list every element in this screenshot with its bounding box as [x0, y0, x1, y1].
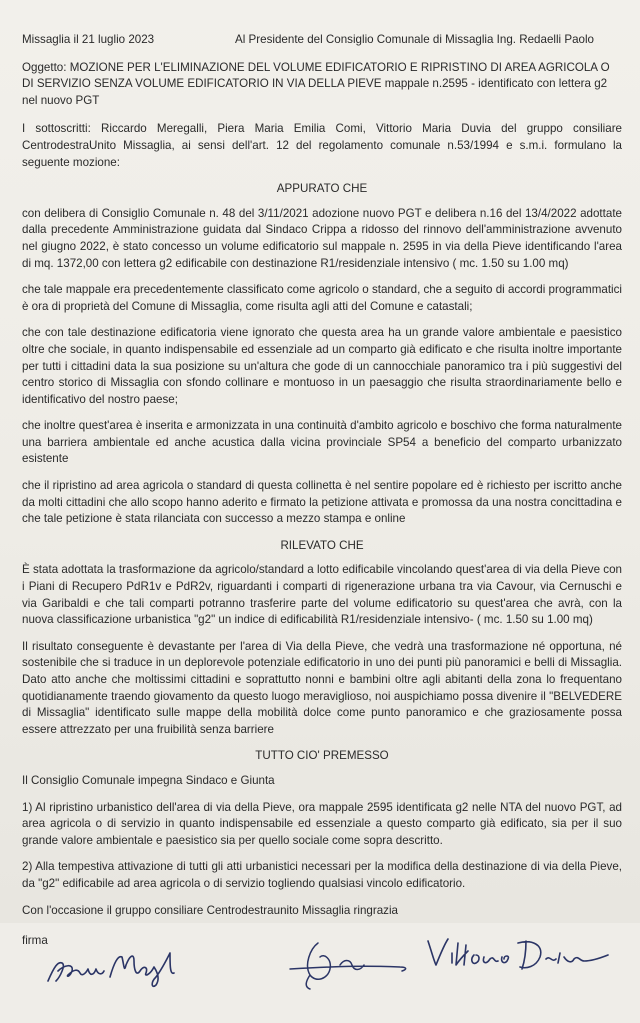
requests-list	[22, 800, 622, 893]
subject-line: Oggetto: MOZIONE PER L'ELIMINAZIONE DEL VOLUME EDIFICATORIO E RIPRISTINO DI AREA AGRICOLA O DI SERVIZIO SENZA VOLUME EDIFICATORIO IN VIA DELLA PIEVE mappale n.2595 - identificato con lettera g2 nel nuovo PGT	[22, 60, 610, 107]
section-title-premesso: TUTTO CIO' PREMESSO	[255, 749, 389, 763]
intro-paragraph: I sottoscritti: Riccardo Meregalli, Piera Maria Emilia Comi, Vittorio Maria Duvia del gruppo consiliare CentrodestraUnito Missaglia, ai sensi dell'art. 12 del regolamento comunale n.53/1994 e s.m.i. formulano la seguente mozione:	[22, 122, 622, 169]
signature-duvia	[422, 933, 612, 983]
apurato-paragraph-2: che tale mappale era precedentemente classificato come agricolo o standard, che a seguito di accordi programmatici è ora di proprietà del Comune di Missaglia, come risulta agli atti del Comune e catastali;	[22, 283, 622, 313]
closing-line: Con l'occasione il gruppo consiliare Centrodestraunito Missaglia ringrazia	[22, 903, 398, 917]
signature-area	[22, 933, 622, 1023]
rilevato-paragraph-1: È stata adottata la trasformazione da agricolo/standard a lotto edificabile vincolando quest'area di via della Pieve con i Piani di Recupero PdR1v e PdR2v, riguardanti i comparti di rigenerazione urbana tra via Cavour, via Cernuschi e via Garibaldi e che tali comparti potranno trasferire parte del volume edificatorio su quest'area che avrà, con la nuova classificazione urbanistica "g2" un indice di edificabilità R1/residenziale intensivo- ( mc. 1.50 su 1.00 mq)	[22, 563, 622, 627]
recipient: Al Presidente del Consiglio Comunale di Missaglia Ing. Redaelli Paolo	[235, 33, 594, 46]
rilevato-paragraph-2: Il risultato conseguente è devastante per l'area di Via della Pieve, che vedrà una trasformazione né opportuna, né sostenibile che si traduce in un deplorevole potenziale edificatorio in uno dei punti più panoramici e belli di Missaglia. Dato atto anche che moltissimi cittadini e soprattutto nonni e bambini oltre agli abitanti della zona lo frequentano quotidianamente traendo giovamento da questo luogo meraviglioso, noi auspichiamo possa divenire il "BELVEDERE di Missaglia" identificato sulle mappe della mobilità dolce come punto panoramico e che graziosamente possa essere attrezzato per una fruibilità senza barriere	[22, 639, 622, 736]
section-title-apurato: APPURATO CHE	[276, 182, 368, 196]
signature-comi	[280, 935, 430, 995]
request-item-1: 1) Al ripristino urbanistico dell'area di via della Pieve, ora mappale 2595 identificata g2 nelle NTA del nuovo PGT, ad area agricola o di servizio in quanto indispensabile ed essenziale a questo comparto già edificato, sia per il suo grande valore ambientale e paesistico sia per quello sociale come sopra descritto.	[22, 800, 622, 847]
place-date: Missaglia il 21 luglio 2023	[22, 33, 155, 46]
section-title-rilevato: RILEVATO CHE	[280, 538, 364, 552]
apurato-paragraph-3: che con tale destinazione edificatoria viene ignorato che questa area ha un grande valore ambientale e paesistico oltre che sociale, in quanto indispensabile ed essenziale ad un comparto già edificato e che risulta inoltre importante per tutti i cittadini data la sua posizione su un'altura che gode di un cannocchiale panoramico tra i più suggestivi del centro storico di Missaglia con sfondo collinare e montuoso in un paesaggio che risulta straordinariamente bello e identificativo del nostro paese;	[22, 326, 622, 406]
apurato-paragraph-4: che inoltre quest'area è inserita e armonizzata in una continuità d'ambito agricolo e boschivo che forma naturalmente una barriera ambientale ed anche acustica dalla vicina provinciale SP54 a beneficio del comparto urbanizzato esistente	[22, 419, 622, 466]
signature-label: firma	[22, 934, 48, 948]
signature-meregalli	[44, 947, 194, 991]
apurato-paragraph-5: che il ripristino ad area agricola o standard di questa collinetta è nel sentire popolare ed è richiesto per iscritto anche da molti cittadini che allo scopo hanno aderito e firmato la petizione attivata e promossa da una nostra concittadina e che tale petizione è stata rilanciata con successo a mezzo stampa e online	[22, 479, 622, 526]
premesso-lead: Il Consiglio Comunale impegna Sindaco e Giunta	[22, 773, 275, 787]
letter-header	[22, 32, 622, 49]
request-item-2: 2) Alla tempestiva attivazione di tutti gli atti urbanistici necessari per la modifica della destinazione di via della Pieve, da "g2" edificabile ad area agricola o di servizio togliendo qualsiasi vincolo edificatorio.	[22, 860, 622, 890]
apurato-paragraph-1: con delibera di Consiglio Comunale n. 48 del 3/11/2021 adozione nuovo PGT e delibera n.16 del 13/4/2022 adottate dalla precedente Amministrazione guidata dal Sindaco Crippa a ridosso del rinnovo dell'amministrazione avvenuto nel giugno 2022, è stato concesso un volume edificatorio sul mappale n. 2595 in via della Pieve identificando l'area di mq. 1372,00 con lettera g2 edificabile con destinazione R1/residenziale intensivo ( mc. 1.50 su 1.00 mq)	[22, 206, 622, 270]
